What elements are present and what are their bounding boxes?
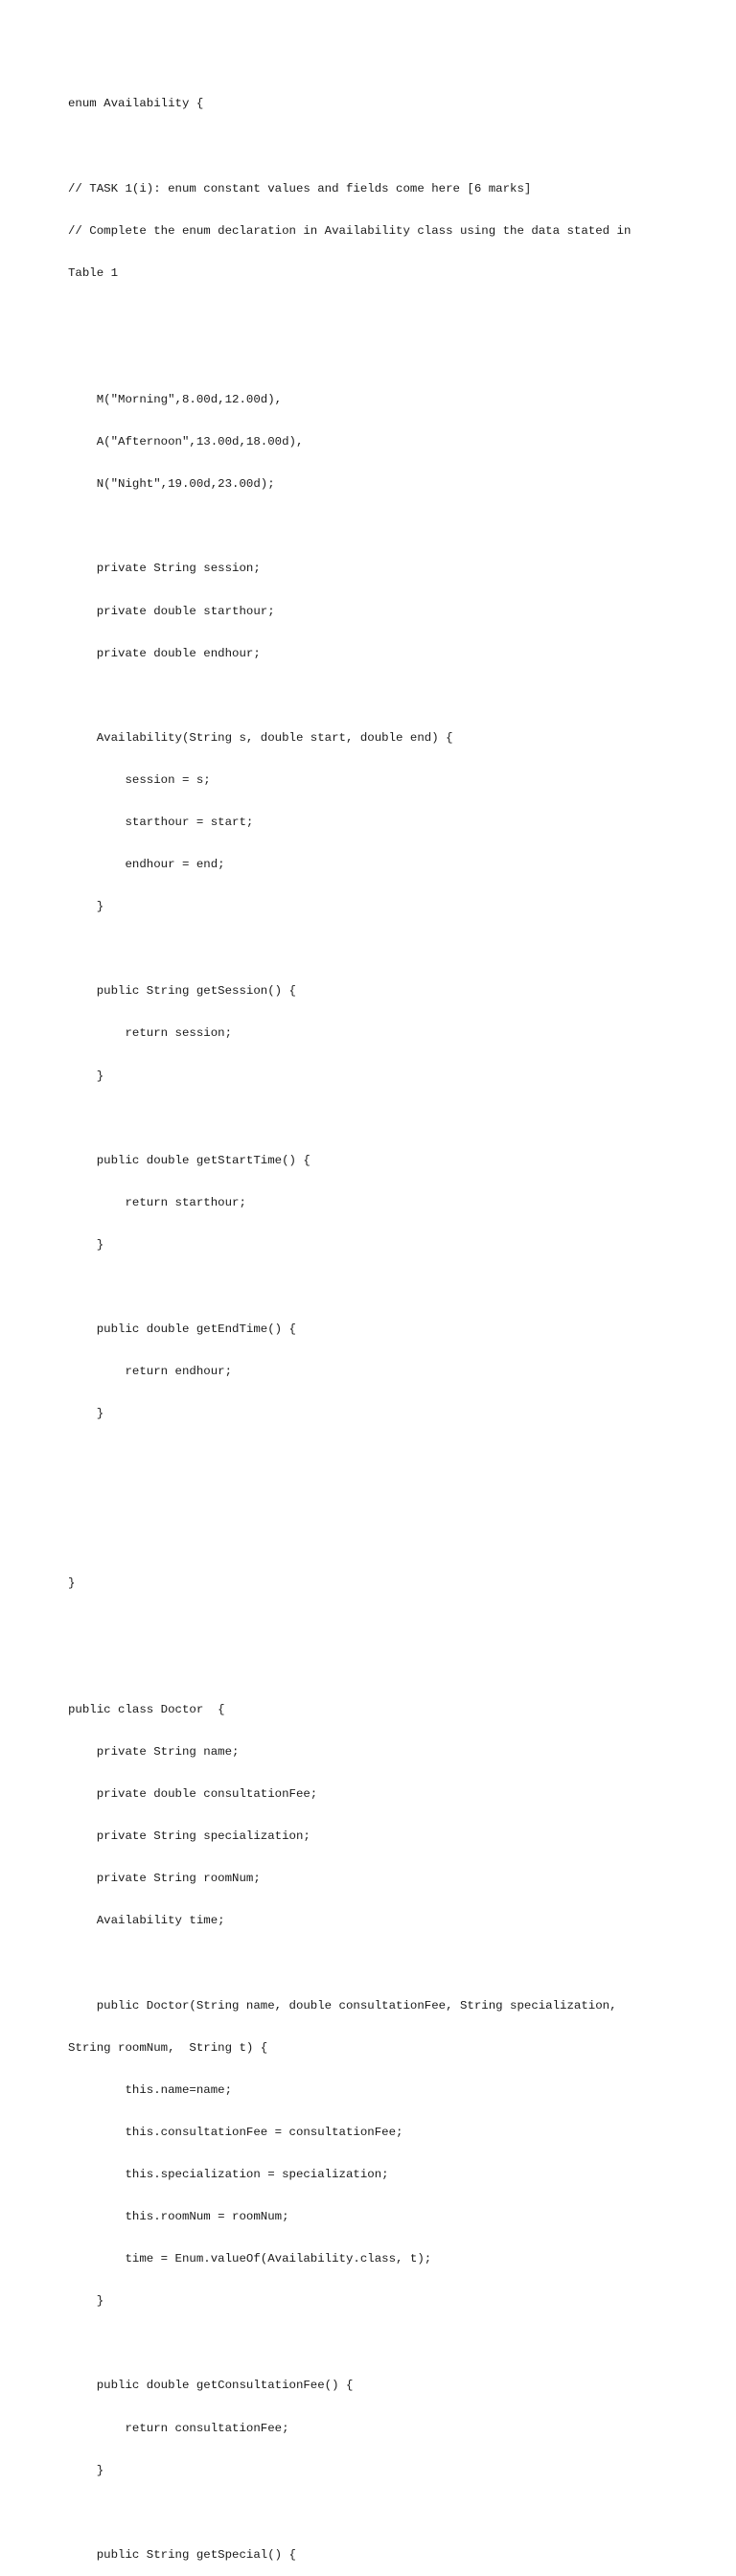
code-line: private String session; — [68, 562, 261, 576]
code-line: public double getEndTime() { — [68, 1322, 296, 1337]
code-line: return session; — [68, 1026, 233, 1041]
code-line — [68, 1112, 662, 1126]
code-line: } — [68, 2463, 104, 2477]
code-line: return consultationFee; — [68, 2421, 289, 2435]
code-line: private double endhour; — [68, 646, 261, 660]
code-line: Availability(String s, double start, double end) { — [68, 730, 453, 745]
code-line: private double starthour; — [68, 604, 275, 618]
code-line: private String roomNum; — [68, 1872, 261, 1886]
code-line: private String name; — [68, 1745, 240, 1760]
code-line — [68, 519, 662, 534]
code-line: private String specialization; — [68, 1829, 310, 1844]
code-line: starthour = start; — [68, 816, 254, 829]
code-line: public String getSpecial() { — [68, 2547, 296, 2562]
code-line — [68, 1619, 662, 1633]
code-line — [68, 2336, 662, 2351]
code-line: // TASK 1(i): enum constant values and fields come here [6 marks] — [68, 181, 532, 196]
code-line: public double getConsultationFee() { — [68, 2379, 354, 2393]
code-line: N("Night",19.00d,23.00d); — [68, 477, 275, 492]
code-line — [68, 2506, 662, 2520]
code-line: this.consultationFee = consultationFee; — [68, 2125, 403, 2139]
code-line — [68, 1492, 662, 1506]
code-line: session = s; — [68, 772, 211, 787]
code-line — [68, 1449, 662, 1463]
code-line: A("Afternoon",13.00d,18.00d), — [68, 435, 304, 449]
code-line: this.name=name; — [68, 2082, 233, 2097]
code-line: Availability time; — [68, 1914, 225, 1928]
code-line: endhour = end; — [68, 858, 225, 872]
code-line — [68, 1534, 662, 1549]
code-line: } — [68, 1407, 104, 1421]
code-line: M("Morning",8.00d,12.00d), — [68, 393, 283, 407]
code-line — [68, 689, 662, 703]
code-line — [68, 942, 662, 956]
code-line: } — [68, 2294, 104, 2309]
code-line: } — [68, 1576, 76, 1590]
code-line — [68, 309, 662, 323]
code-line: time = Enum.valueOf(Availability.class, t); — [68, 2252, 432, 2266]
code-line: this.specialization = specialization; — [68, 2168, 389, 2181]
code-line: private double consultationFee; — [68, 1787, 318, 1802]
code-line: return starthour; — [68, 1195, 246, 1209]
code-line: this.roomNum = roomNum; — [68, 2210, 289, 2224]
code-line: return endhour; — [68, 1365, 233, 1379]
code-line: } — [68, 1069, 104, 1083]
code-line — [68, 1661, 662, 1675]
code-line: String roomNum, String t) { — [68, 2040, 268, 2055]
code-line: public Doctor(String name, double consultationFee, String specialization, — [68, 1998, 617, 2012]
code-line: // Complete the enum declaration in Availability class using the data stated in — [68, 223, 632, 238]
code-document — [68, 69, 662, 2576]
code-line: enum Availability { — [68, 97, 204, 111]
code-line: Table 1 — [68, 265, 119, 280]
code-line: public double getStartTime() { — [68, 1153, 310, 1167]
code-line — [68, 140, 662, 154]
code-line: public String getSession() { — [68, 984, 296, 999]
code-line — [68, 1280, 662, 1295]
code-line — [68, 351, 662, 365]
code-line: public class Doctor { — [68, 1702, 225, 1716]
code-line: } — [68, 1237, 104, 1252]
code-line: } — [68, 900, 104, 914]
code-line — [68, 1957, 662, 1971]
